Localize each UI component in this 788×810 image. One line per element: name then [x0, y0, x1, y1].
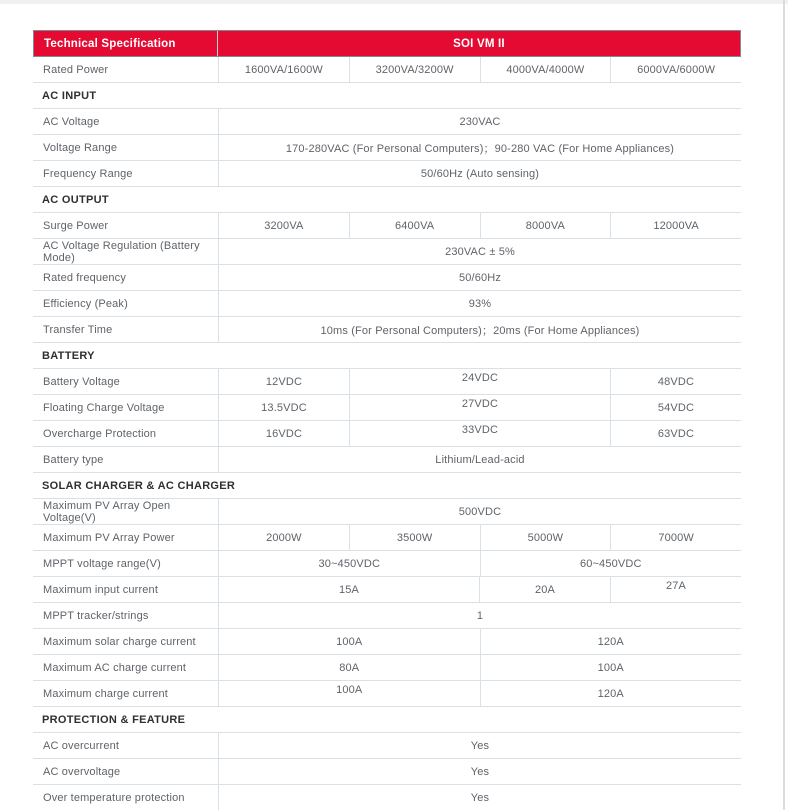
spec-row-values [218, 291, 741, 316]
spec-value-cell [218, 161, 741, 186]
spec-row [33, 551, 741, 577]
spec-row [33, 421, 741, 447]
spec-row-values [218, 161, 741, 186]
spec-row [33, 161, 741, 187]
spec-row-values [218, 213, 741, 238]
spec-value-text: 5000W [527, 531, 564, 544]
spec-value-text: 7000W [658, 531, 694, 544]
spec-value-text: 3200VA [264, 219, 304, 232]
spec-row [33, 499, 741, 525]
spec-value-text: 63VDC [657, 427, 695, 440]
section-header-label: SOLAR CHARGER & AC CHARGER [42, 479, 236, 492]
spec-row [33, 655, 741, 681]
spec-row [33, 369, 741, 395]
spec-row [33, 733, 741, 759]
spec-value-cell [218, 733, 741, 758]
table-header-model: SOI VM II [453, 37, 505, 50]
spec-row [33, 447, 741, 473]
spec-value-text: 500VDC [458, 505, 502, 518]
spec-row-values [218, 629, 741, 654]
spec-row-values [218, 577, 741, 602]
spec-value-cell [218, 525, 349, 550]
spec-row [33, 317, 741, 343]
spec-row-values [218, 239, 741, 264]
spec-row-label: AC Voltage [43, 115, 100, 128]
section-header-label: BATTERY [42, 349, 95, 362]
spec-row [33, 109, 741, 135]
spec-row-label: Maximum solar charge current [43, 635, 196, 648]
section-header-label: AC INPUT [42, 89, 97, 102]
spec-value-text: 100A [336, 635, 363, 648]
spec-value-cell [218, 109, 741, 134]
spec-row-values [218, 265, 741, 290]
spec-value-cell [218, 785, 741, 810]
spec-row-label: MPPT tracker/strings [43, 609, 149, 622]
spec-value-cell [349, 421, 610, 446]
spec-row [33, 239, 741, 265]
spec-value-cell [218, 135, 741, 160]
section-header-label: AC OUTPUT [42, 193, 109, 206]
table-header-row [33, 30, 741, 57]
spec-row [33, 629, 741, 655]
spec-value-cell [218, 629, 480, 654]
spec-value-text: 33VDC [461, 423, 499, 436]
spec-value-text: 30~450VDC [318, 557, 381, 570]
spec-value-cell [349, 213, 480, 238]
spec-row-label: Voltage Range [43, 141, 118, 154]
spec-row [33, 135, 741, 161]
spec-row-label: Over temperature protection [43, 791, 185, 804]
spec-value-text: 4000VA/4000W [506, 63, 585, 76]
spec-row [33, 603, 741, 629]
spec-value-text: 100A [336, 683, 363, 696]
spec-row-label: AC overvoltage [43, 765, 121, 778]
spec-value-text: 20A [534, 583, 556, 596]
spec-row-label: Maximum PV Array Power [43, 531, 175, 544]
spec-value-text: 60~450VDC [579, 557, 642, 570]
spec-row-label: AC overcurrent [43, 739, 120, 752]
spec-row-values [218, 681, 741, 706]
spec-value-cell [218, 603, 741, 628]
spec-value-text: 1600VA/1600W [244, 63, 323, 76]
spec-table-body [33, 57, 741, 810]
spec-row-values [218, 759, 741, 784]
spec-row-values [218, 421, 741, 446]
spec-row [33, 57, 741, 83]
spec-value-cell [218, 395, 349, 420]
spec-value-cell [218, 551, 480, 576]
spec-row-label: Frequency Range [43, 167, 133, 180]
spec-row-values [218, 655, 741, 680]
spec-value-text: 3500W [396, 531, 433, 544]
spec-row [33, 681, 741, 707]
spec-value-text: 50/60Hz [458, 271, 502, 284]
section-header-row [33, 83, 741, 109]
spec-value-text: 27VDC [461, 397, 499, 410]
spec-value-cell [610, 421, 741, 446]
spec-value-text: 10ms (For Personal Computers)；20ms (For Home Appliances) [320, 324, 640, 337]
spec-row-values [218, 447, 741, 472]
spec-row [33, 291, 741, 317]
spec-value-text: 6400VA [395, 219, 435, 232]
spec-value-cell [218, 57, 349, 82]
spec-value-text: Yes [470, 765, 490, 778]
spec-value-cell [218, 499, 741, 524]
spec-value-cell [610, 577, 741, 602]
spec-value-text: 80A [339, 661, 360, 674]
spec-row-values [218, 57, 741, 82]
spec-row-label: Battery type [43, 453, 104, 466]
spec-value-text: 100A [597, 661, 624, 674]
section-header-label: PROTECTION & FEATURE [42, 713, 186, 726]
section-header-row [33, 707, 741, 733]
spec-value-cell [218, 265, 741, 290]
spec-value-text: 50/60Hz (Auto sensing) [420, 167, 540, 180]
section-header-row [33, 343, 741, 369]
spec-value-cell [218, 759, 741, 784]
spec-row-values [218, 317, 741, 342]
spec-value-text: 54VDC [657, 401, 695, 414]
spec-row-label: Rated Power [43, 63, 109, 76]
spec-value-cell [480, 681, 742, 706]
spec-value-cell [610, 213, 741, 238]
spec-value-text: Yes [470, 739, 490, 752]
spec-value-cell [480, 525, 611, 550]
spec-value-text: Yes [470, 791, 490, 804]
spec-row [33, 395, 741, 421]
spec-value-text: 6000VA/6000W [637, 63, 716, 76]
spec-value-text: Lithium/Lead-acid [435, 453, 525, 466]
spec-value-cell [218, 421, 349, 446]
spec-row-values [218, 603, 741, 628]
spec-row [33, 525, 741, 551]
spec-value-text: 15A [338, 583, 360, 596]
spec-row-values [218, 109, 741, 134]
spec-value-cell [480, 551, 742, 576]
spec-value-cell [349, 395, 610, 420]
table-header-title: Technical Specification [34, 31, 218, 56]
spec-row-label: Transfer Time [43, 323, 113, 336]
section-header-row [33, 187, 741, 213]
spec-value-cell [218, 447, 741, 472]
spec-value-cell [610, 369, 741, 394]
spec-row-label: Maximum input current [43, 583, 159, 596]
spec-value-cell [218, 239, 741, 264]
spec-row-label: Overcharge Protection [43, 427, 157, 440]
spec-row-values [218, 785, 741, 810]
spec-row-label: Floating Charge Voltage [43, 401, 165, 414]
spec-row-values [218, 395, 741, 420]
spec-row [33, 265, 741, 291]
spec-row-label: AC Voltage Regulation (Battery Mode) [43, 239, 200, 264]
spec-value-cell [349, 525, 480, 550]
spec-value-text: 120A [597, 687, 624, 700]
spec-value-text: 12VDC [265, 375, 303, 388]
spec-row-label: Maximum charge current [43, 687, 168, 700]
spec-row-label: Maximum PV Array Open Voltage(V) [43, 499, 171, 524]
spec-value-cell [610, 525, 741, 550]
spec-value-cell [480, 629, 742, 654]
spec-value-text: 48VDC [657, 375, 695, 388]
spec-row-values [218, 525, 741, 550]
spec-value-cell [479, 577, 610, 602]
spec-row-values [218, 135, 741, 160]
spec-value-cell [349, 369, 610, 394]
spec-value-cell [218, 655, 480, 680]
spec-value-cell [610, 57, 741, 82]
spec-value-cell [218, 369, 349, 394]
spec-row-values [218, 733, 741, 758]
spec-value-text: 170-280VAC (For Personal Computers)；90-280 VAC (For Home Appliances) [285, 142, 675, 155]
spec-value-cell [349, 57, 480, 82]
spec-value-cell [218, 213, 349, 238]
spec-value-text: 27A [665, 579, 687, 592]
spec-value-cell [218, 681, 480, 706]
spec-value-text: 2000W [266, 531, 302, 544]
spec-row [33, 213, 741, 239]
spec-row-label: MPPT voltage range(V) [43, 557, 161, 570]
spec-value-text: 230VAC ± 5% [445, 245, 515, 258]
spec-value-text: 12000VA [653, 219, 699, 232]
spec-value-text: 120A [597, 635, 624, 648]
spec-row [33, 785, 741, 810]
page-top-edge [0, 0, 788, 4]
section-header-row [33, 473, 741, 499]
spec-row-values [218, 499, 741, 524]
spec-value-text: 93% [468, 297, 492, 310]
spec-value-text: 1 [476, 609, 484, 622]
spec-value-text: 24VDC [461, 371, 499, 384]
spec-row-values [218, 369, 741, 394]
spec-value-cell [480, 655, 742, 680]
spec-row-label: Battery Voltage [43, 375, 120, 388]
spec-row [33, 577, 741, 603]
spec-value-text: 230VAC [459, 115, 501, 128]
spec-value-cell [218, 317, 741, 342]
spec-row-label: Efficiency (Peak) [43, 297, 128, 310]
spec-value-cell [480, 57, 611, 82]
spec-value-text: 3200VA/3200W [375, 63, 454, 76]
spec-value-text: 16VDC [265, 427, 303, 440]
spec-row-values [218, 551, 741, 576]
spec-row-label: Surge Power [43, 219, 109, 232]
spec-value-cell [480, 213, 611, 238]
page-right-edge [783, 0, 785, 810]
spec-value-text: 13.5VDC [261, 401, 307, 414]
spec-row [33, 759, 741, 785]
spec-value-cell [218, 291, 741, 316]
spec-value-text: 8000VA [525, 219, 565, 232]
spec-row-label: Rated frequency [43, 271, 126, 284]
spec-row-label: Maximum AC charge current [43, 661, 187, 674]
spec-value-cell [610, 395, 741, 420]
technical-spec-table [33, 30, 741, 810]
spec-value-cell [218, 577, 479, 602]
